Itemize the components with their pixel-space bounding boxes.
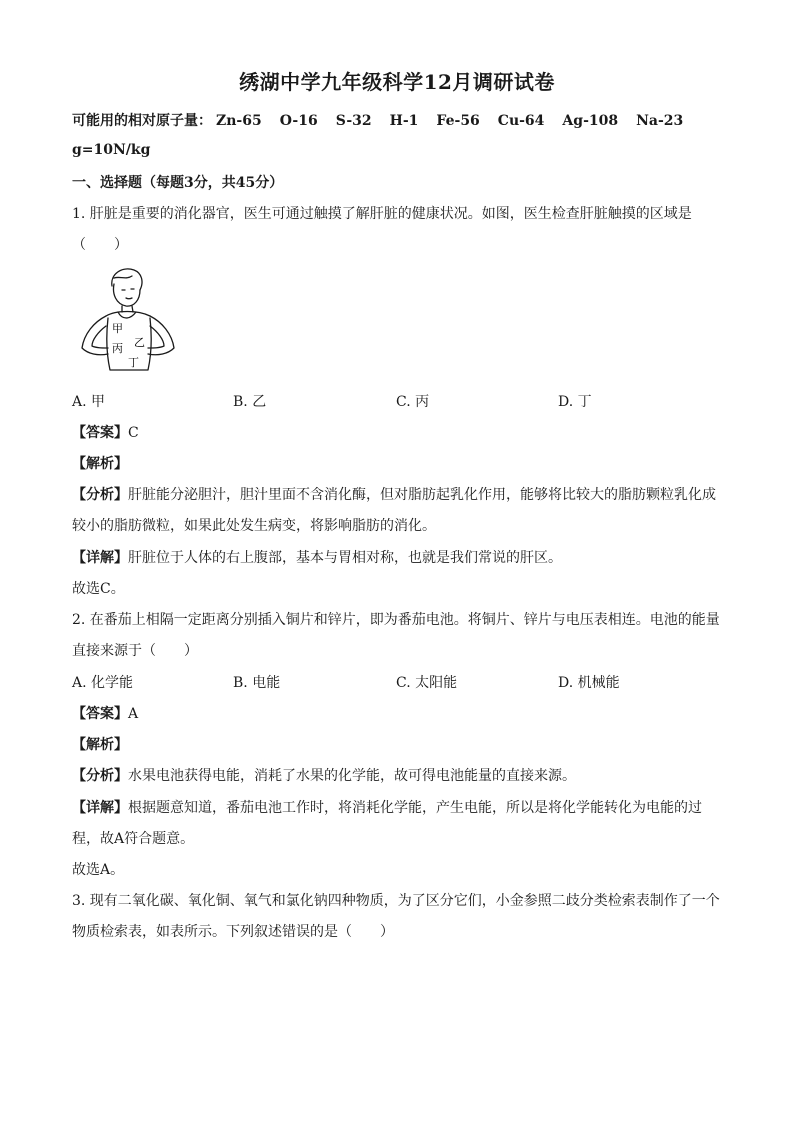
atomic-mass-o: O-16 — [279, 113, 318, 129]
atomic-mass-cu: Cu-64 — [497, 113, 545, 129]
q2-stem-line1: 2. 在番茄上相隔一定距离分别插入铜片和锌片，即为番茄电池。将铜片、锌片与电压表相连。电池的能量 — [72, 612, 720, 628]
atomic-mass-label: 可能用的相对原子量： — [72, 113, 212, 129]
q2-fenxi-text: 水果电池获得电能，消耗了水果的化学能，故可得电池能量的直接来源。 — [128, 768, 576, 784]
section-heading: 一、选择题（每题3分，共45分） — [72, 175, 284, 191]
q1-analysis-tag: 【解析】 — [72, 456, 128, 472]
q2-answer-value: A — [128, 706, 139, 722]
q2-option-a: A. 化学能 — [72, 675, 134, 691]
q2-fenxi-line — [72, 765, 576, 785]
q1-option-a: A. 甲 — [72, 394, 106, 410]
q1-detail-text: 肝脏位于人体的右上腹部，基本与胃相对称，也就是我们常说的肝区。 — [128, 550, 562, 566]
q3-stem-line2: 物质检索表，如表所示。下列叙述错误的是（ ） — [72, 924, 394, 940]
q2-detail-text1: 根据题意知道，番茄电池工作时，将消耗化学能，产生电能，所以是将化学能转化为电能的过 — [128, 800, 702, 816]
q2-detail-tag: 【详解】 — [72, 800, 128, 816]
q1-stem-line2: （ ） — [72, 237, 128, 253]
atomic-mass-zn: Zn-65 — [216, 113, 262, 129]
q1-fenxi-line2: 较小的脂肪微粒，如果此处发生病变，将影响脂肪的消化。 — [72, 518, 436, 534]
page-title: 绣湖中学九年级科学12月调研试卷 — [239, 70, 555, 94]
figure-label-jia: 甲 — [112, 322, 123, 335]
q1-body-figure — [76, 264, 180, 376]
figure-label-bing: 丙 — [112, 342, 123, 355]
q2-answer — [72, 703, 138, 723]
q1-answer-value: C — [128, 425, 139, 441]
q1-fenxi-tag: 【分析】 — [72, 487, 128, 503]
atomic-mass-line — [72, 110, 701, 130]
q1-fenxi-text1: 肝脏能分泌胆汁，胆汁里面不含消化酶，但对脂肪起乳化作用，能够将比较大的脂肪颗粒乳化成 — [128, 487, 716, 503]
q1-answer — [72, 422, 139, 442]
q1-answer-tag: 【答案】 — [72, 425, 128, 441]
q1-option-c: C. 丙 — [396, 394, 430, 410]
q2-option-b: B. 电能 — [233, 675, 281, 691]
q1-detail-tag: 【详解】 — [72, 550, 128, 566]
q2-fenxi-tag: 【分析】 — [72, 768, 128, 784]
q1-option-d: D. 丁 — [558, 394, 592, 410]
q1-conclusion: 故选C。 — [72, 581, 125, 597]
q1-stem-line1: 1. 肝脏是重要的消化器官，医生可通过触摸了解肝脏的健康状况。如图，医生检查肝脏触摸的区域是 — [72, 206, 692, 222]
q1-detail-line — [72, 547, 562, 567]
atomic-mass-h: H-1 — [389, 113, 419, 129]
atomic-mass-fe: Fe-56 — [436, 113, 480, 129]
q2-detail-line1 — [72, 797, 702, 817]
q3-stem-line1: 3. 现有二氧化碳、氧化铜、氧气和氯化钠四种物质，为了区分它们，小金参照二歧分类检索表制作了一个 — [72, 893, 720, 909]
q2-answer-tag: 【答案】 — [72, 706, 128, 722]
atomic-mass-na: Na-23 — [636, 113, 684, 129]
q2-option-d: D. 机械能 — [558, 675, 620, 691]
atomic-mass-ag: Ag-108 — [562, 113, 619, 129]
figure-label-ding: 丁 — [128, 356, 139, 369]
q2-stem-line2: 直接来源于（ ） — [72, 643, 198, 659]
atomic-mass-s: S-32 — [335, 113, 372, 129]
q1-option-b: B. 乙 — [233, 394, 267, 410]
q1-fenxi-line1 — [72, 484, 716, 504]
q2-analysis-tag: 【解析】 — [72, 737, 128, 753]
q2-conclusion: 故选A。 — [72, 862, 125, 878]
figure-label-yi: 乙 — [134, 336, 145, 349]
gravity-constant: g=10N/kg — [72, 142, 151, 158]
q2-option-c: C. 太阳能 — [396, 675, 458, 691]
q2-detail-line2: 程，故A符合题意。 — [72, 831, 195, 847]
